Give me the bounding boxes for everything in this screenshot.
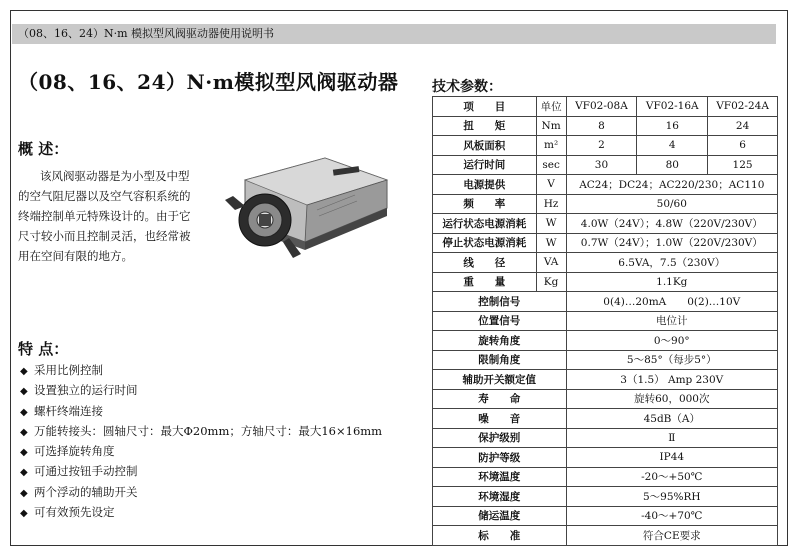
feature-item: ◆ 万能转接头：圆轴尺寸：最大Φ20mm；方轴尺寸：最大16×16mm (20, 421, 382, 441)
spec-cell: 24 (708, 116, 778, 136)
specs-heading: 技术参数： (432, 79, 502, 95)
spec-cell: 16 (637, 116, 708, 136)
spec-row-label: 位置信号 (433, 311, 567, 331)
spec-row-label: 环境湿度 (433, 487, 567, 507)
spec-cell: 6.5VA，7.5（230V） (566, 253, 777, 273)
spec-cell: 符合CE要求 (566, 526, 777, 546)
spec-header-cell: 项 目 (433, 97, 537, 117)
spec-cell: 5～85°（每步5°） (566, 350, 777, 370)
spec-row (433, 155, 778, 175)
spec-row-label: 控制信号 (433, 292, 567, 312)
spec-row (433, 428, 778, 448)
overview-heading: 概 述： (18, 140, 69, 158)
spec-row-label: 噪 音 (433, 409, 567, 429)
spec-row (433, 370, 778, 390)
diamond-bullet-icon: ◆ (20, 386, 28, 398)
spec-row (433, 272, 778, 292)
spec-row-label: 限制角度 (433, 350, 567, 370)
spec-cell: 50/60 (566, 194, 777, 214)
spec-cell: W (536, 233, 566, 253)
spec-row-label: 旋转角度 (433, 331, 567, 351)
spec-row-label: 停止状态电源消耗 (433, 233, 537, 253)
features-heading: 特 点： (18, 340, 69, 358)
spec-cell: 电位计 (566, 311, 777, 331)
spec-cell: Nm (536, 116, 566, 136)
diamond-bullet-icon: ◆ (20, 406, 28, 418)
feature-item: ◆ 采用比例控制 (20, 360, 382, 380)
diamond-bullet-icon: ◆ (20, 447, 28, 459)
spec-row (433, 331, 778, 351)
spec-cell: VA (536, 253, 566, 273)
diamond-bullet-icon: ◆ (20, 508, 28, 520)
product-image (205, 150, 390, 270)
spec-cell: 旋转60，000次 (566, 389, 777, 409)
spec-cell: AC24；DC24；AC220/230；AC110 (566, 175, 777, 195)
feature-item: ◆ 可有效预先设定 (20, 502, 382, 522)
spec-row (433, 487, 778, 507)
diamond-bullet-icon: ◆ (20, 426, 28, 438)
spec-row-label: 重 量 (433, 272, 537, 292)
spec-cell: -20～+50℃ (566, 467, 777, 487)
spec-row-label: 储运温度 (433, 506, 567, 526)
spec-cell: 80 (637, 155, 708, 175)
spec-row (433, 448, 778, 468)
spec-header-cell: VF02-24A (708, 97, 778, 117)
spec-cell: V (536, 175, 566, 195)
spec-header-row (433, 97, 778, 117)
spec-cell: 45dB（A） (566, 409, 777, 429)
diamond-bullet-icon: ◆ (20, 487, 28, 499)
page-title: （08、16、24）N·m模拟型风阀驱动器 (18, 70, 399, 94)
spec-cell: Hz (536, 194, 566, 214)
spec-row (433, 506, 778, 526)
spec-cell: m² (536, 136, 566, 156)
spec-row (433, 253, 778, 273)
spec-row-label: 运行时间 (433, 155, 537, 175)
spec-row-label: 防护等级 (433, 448, 567, 468)
feature-item: ◆ 螺杆终端连接 (20, 401, 382, 421)
spec-cell: 30 (566, 155, 637, 175)
spec-row (433, 116, 778, 136)
diamond-bullet-icon: ◆ (20, 467, 28, 479)
spec-row (433, 409, 778, 429)
spec-row-label: 电源提供 (433, 175, 537, 195)
spec-row (433, 194, 778, 214)
spec-table (432, 96, 778, 546)
spec-cell: W (536, 214, 566, 234)
feature-item: ◆ 可通过按钮手动控制 (20, 461, 382, 481)
spec-header-cell: VF02-08A (566, 97, 637, 117)
spec-row-label: 运行状态电源消耗 (433, 214, 537, 234)
spec-header-cell: 单位 (536, 97, 566, 117)
spec-row-label: 风板面积 (433, 136, 537, 156)
spec-cell: Kg (536, 272, 566, 292)
spec-cell: Ⅱ (566, 428, 777, 448)
spec-row (433, 233, 778, 253)
spec-row (433, 214, 778, 234)
spec-header-cell: VF02-16A (637, 97, 708, 117)
spec-row-label: 扭 矩 (433, 116, 537, 136)
spec-row-label: 辅助开关额定值 (433, 370, 567, 390)
spec-row-label: 线 径 (433, 253, 537, 273)
feature-item: ◆ 设置独立的运行时间 (20, 380, 382, 400)
spec-row (433, 389, 778, 409)
spec-cell: 6 (708, 136, 778, 156)
spec-cell: 3（1.5） Amp 230V (566, 370, 777, 390)
spec-cell: 0.7W（24V）；1.0W（220V/230V） (566, 233, 777, 253)
spec-row-label: 频 率 (433, 194, 537, 214)
diamond-bullet-icon: ◆ (20, 366, 28, 377)
header-bar: （08、16、24）N·m 模拟型风阀驱动器使用说明书 (12, 24, 776, 44)
spec-cell: -40～+70℃ (566, 506, 777, 526)
spec-cell: 1.1Kg (566, 272, 777, 292)
spec-cell: 0～90° (566, 331, 777, 351)
spec-row-label: 保护级别 (433, 428, 567, 448)
spec-row (433, 136, 778, 156)
spec-cell: 2 (566, 136, 637, 156)
spec-cell: 4.0W（24V）；4.8W（220V/230V） (566, 214, 777, 234)
feature-item: ◆ 两个浮动的辅助开关 (20, 482, 382, 502)
spec-row (433, 350, 778, 370)
spec-row-label: 环境温度 (433, 467, 567, 487)
spec-row (433, 175, 778, 195)
spec-cell: 5～95%RH (566, 487, 777, 507)
spec-cell: sec (536, 155, 566, 175)
spec-cell: IP44 (566, 448, 777, 468)
feature-item: ◆ 可选择旋转角度 (20, 441, 382, 461)
spec-row-label: 寿 命 (433, 389, 567, 409)
spec-row (433, 292, 778, 312)
spec-cell: 125 (708, 155, 778, 175)
spec-cell: 8 (566, 116, 637, 136)
spec-cell: 4 (637, 136, 708, 156)
spec-row (433, 526, 778, 546)
spec-row (433, 311, 778, 331)
spec-row-label: 标 准 (433, 526, 567, 546)
feature-list (20, 360, 382, 522)
overview-text: 该风阀驱动器是为小型及中型的空气阻尼器以及空气容积系统的终端控制单元特殊设计的。由于它尺寸较小而且控制灵活，也经常被用在空间有限的地方。 (18, 169, 191, 263)
spec-row (433, 467, 778, 487)
spec-cell: 0(4)…20mA 0(2)…10V (566, 292, 777, 312)
